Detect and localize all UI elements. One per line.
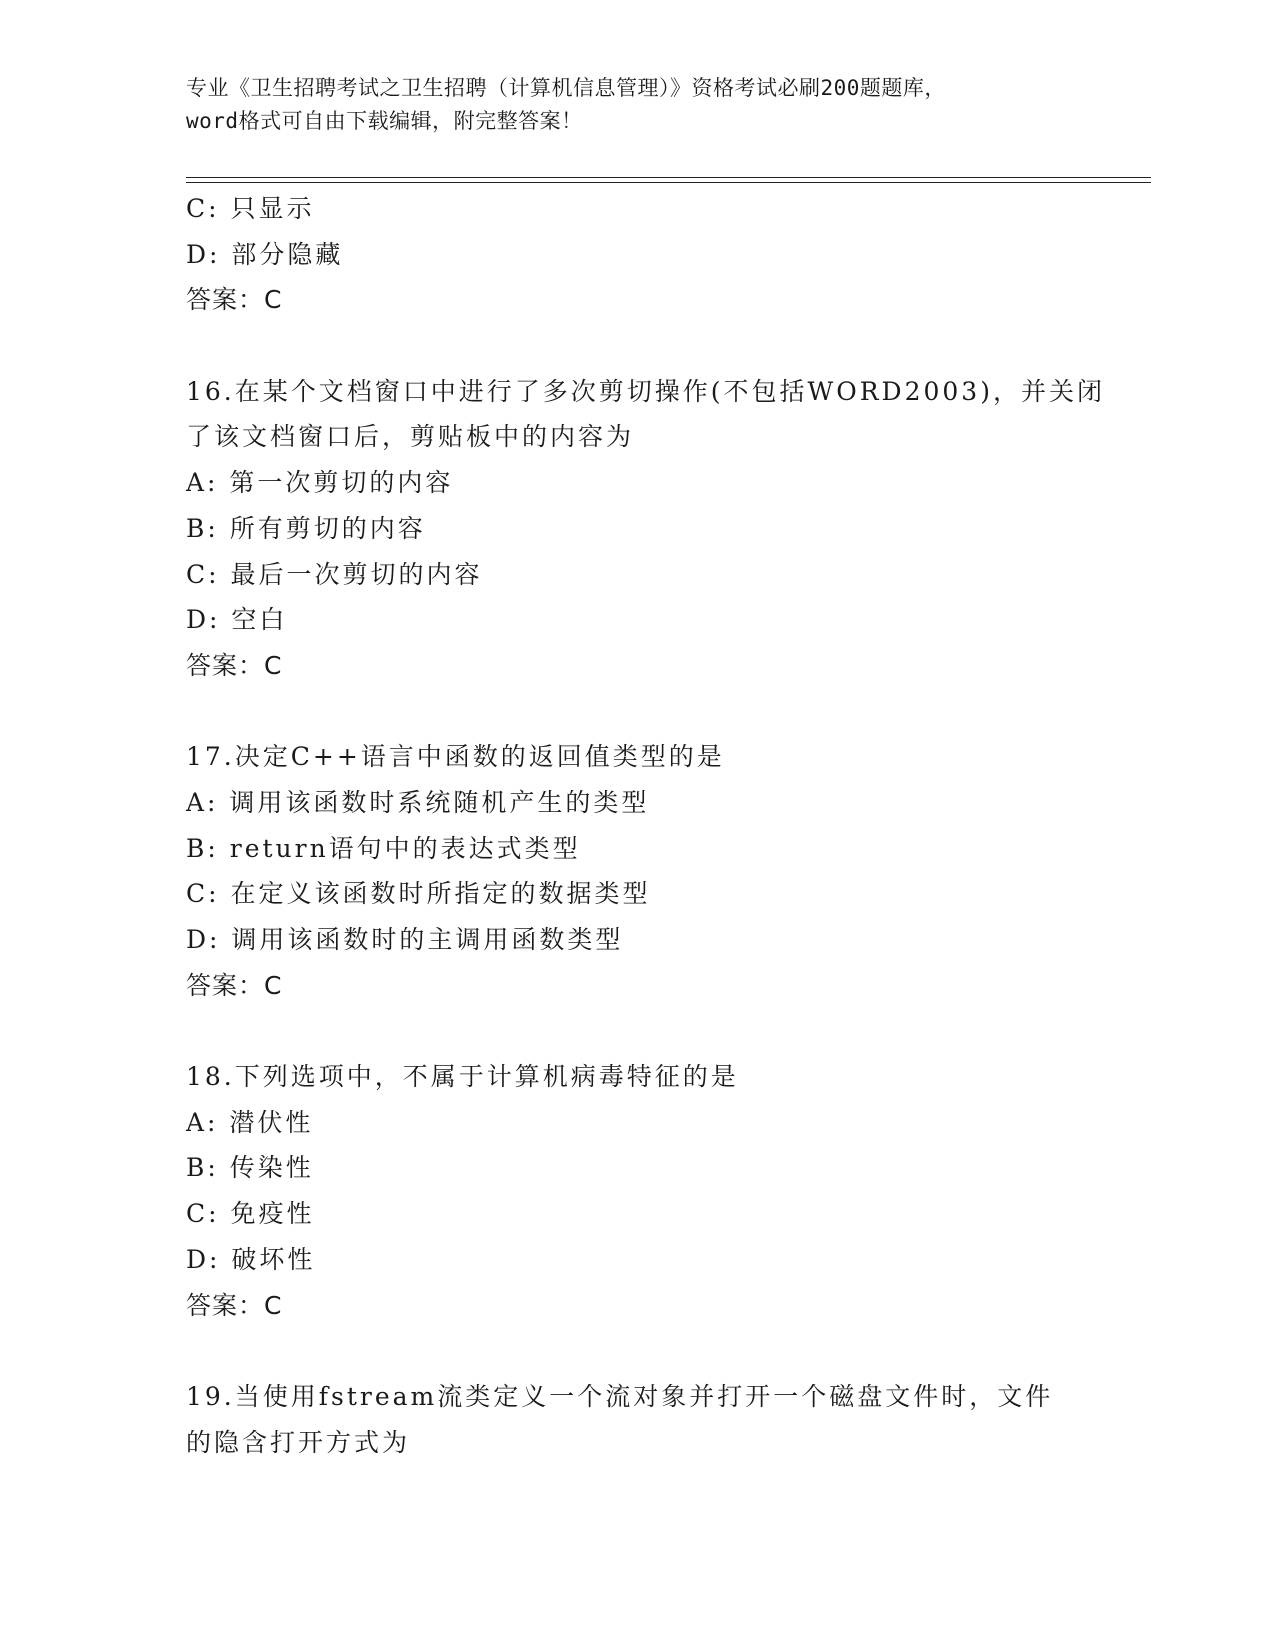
- option-c: C: 免疫性: [186, 1199, 315, 1229]
- document-header: [186, 72, 1086, 138]
- question-list: [186, 186, 1105, 1465]
- option-c: C: 最后一次剪切的内容: [186, 559, 483, 589]
- question-block-17: [186, 734, 1086, 1008]
- header-divider-top: [186, 177, 1151, 178]
- header-line-2: word格式可自由下载编辑，附完整答案！: [186, 109, 583, 133]
- question-block-15: [186, 186, 1086, 323]
- answer-line: 答案：C: [186, 285, 283, 315]
- option-c: C: 只显示: [186, 194, 315, 223]
- option-a: A: 第一次剪切的内容: [186, 468, 454, 498]
- answer-line: 答案：C: [186, 650, 283, 680]
- option-b: B: 传染性: [186, 1153, 314, 1183]
- option-c: C: 在定义该函数时所指定的数据类型: [186, 879, 651, 909]
- header-divider-bottom: [186, 182, 1151, 183]
- question-block-18: [186, 1054, 1086, 1328]
- option-b: B: 所有剪切的内容: [186, 513, 426, 543]
- header-line-1: 专业《卫生招聘考试之卫生招聘（计算机信息管理）》资格考试必刷200题题库，: [186, 76, 946, 100]
- question-stem: 的隐含打开方式为: [186, 1427, 411, 1457]
- question-stem: 19.当使用fstream流类定义一个流对象并打开一个磁盘文件时，文件: [186, 1381, 1054, 1411]
- question-stem: 17.决定C++语言中函数的返回值类型的是: [186, 742, 725, 772]
- option-a: A: 调用该函数时系统随机产生的类型: [186, 787, 650, 817]
- question-stem: 18.下列选项中，不属于计算机病毒特征的是: [186, 1062, 739, 1092]
- question-stem: 16.在某个文档窗口中进行了多次剪切操作(不包括WORD2003)，并关闭: [186, 376, 1105, 406]
- option-b: B: return语句中的表达式类型: [186, 833, 581, 863]
- option-d: D: 空白: [186, 605, 288, 635]
- question-block-19: [186, 1374, 1086, 1465]
- answer-line: 答案：C: [186, 970, 283, 1000]
- option-d: D: 破坏性: [186, 1244, 316, 1274]
- option-d: D: 部分隐藏: [186, 239, 344, 269]
- answer-line: 答案：C: [186, 1290, 283, 1320]
- option-a: A: 潜伏性: [186, 1107, 314, 1137]
- question-stem: 了该文档窗口后，剪贴板中的内容为: [186, 422, 635, 452]
- question-block-16: [186, 369, 1105, 689]
- option-d: D: 调用该函数时的主调用函数类型: [186, 925, 624, 954]
